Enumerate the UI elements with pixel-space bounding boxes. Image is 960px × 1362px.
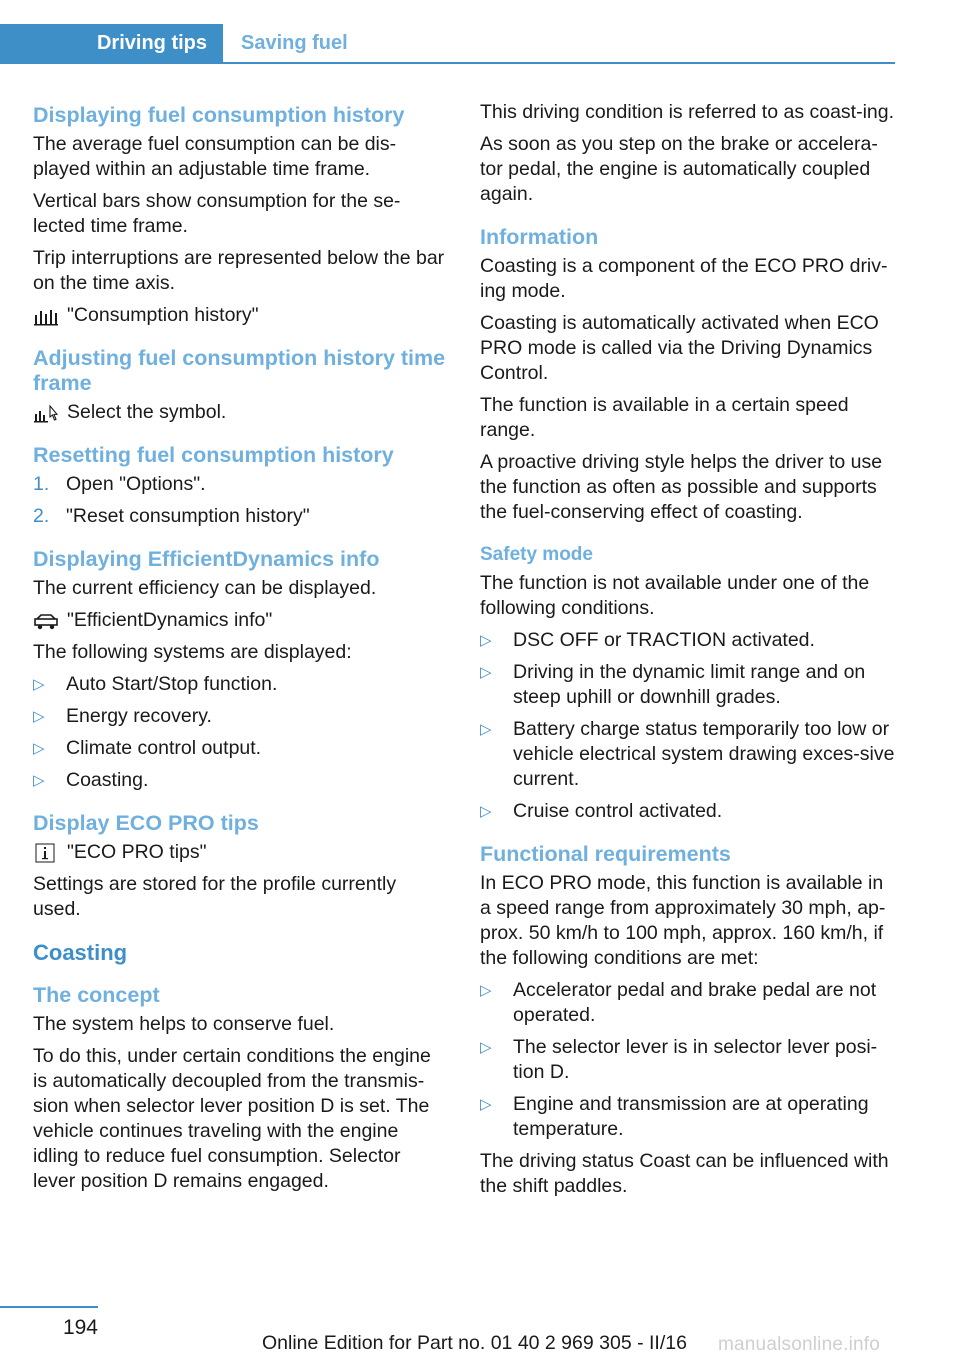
heading-adjust: Adjusting fuel consumption history time frame	[33, 346, 446, 395]
paragraph: Vertical bars show consumption for the se-lected time frame.	[33, 190, 401, 237]
bullet-icon: ▷	[33, 740, 45, 757]
select-symbol-line	[33, 400, 448, 425]
bullet-icon: ▷	[480, 803, 492, 820]
consumption-history-label: "Consumption history"	[67, 304, 259, 326]
list-item	[33, 504, 448, 529]
paragraph: The following systems are displayed:	[33, 641, 352, 663]
eco-tips-line	[33, 840, 448, 865]
paragraph: The function is available in a certain speed range.	[480, 394, 849, 441]
paragraph: The average fuel consumption can be dis-played within an adjustable time frame.	[33, 133, 397, 180]
bullet-icon: ▷	[480, 721, 492, 738]
list-item: ▷ DSC OFF or TRACTION activated.	[480, 629, 815, 651]
paragraph: The current efficiency can be displayed.	[33, 577, 377, 599]
paragraph: The driving status Coast can be influenced with the shift paddles.	[480, 1150, 889, 1197]
list-item: ▷ Climate control output.	[33, 737, 262, 759]
page-number: 194	[62, 1316, 98, 1339]
edition-line: Online Edition for Part no. 01 40 2 969 305 - II/16	[262, 1332, 687, 1354]
paragraph: Trip interruptions are represented below the bar on the time axis.	[33, 247, 445, 294]
bullet-icon: ▷	[33, 772, 45, 789]
heading-eco-tips: Display ECO PRO tips	[33, 811, 259, 835]
bullet-icon: ▷	[480, 632, 492, 649]
list-item: ▷ Engine and transmission are at operating temperature.	[480, 1093, 869, 1140]
heading-efficient: Displaying EfficientDynamics info	[33, 547, 380, 571]
consumption-history-line	[33, 303, 448, 328]
watermark: manualsonline.info	[718, 1334, 881, 1355]
header-tabbar	[0, 24, 895, 64]
systems-list	[33, 672, 448, 793]
efficient-dynamics-line	[33, 608, 448, 633]
left-column	[33, 100, 448, 1194]
paragraph: Settings are stored for the profile currently used.	[33, 873, 397, 920]
paragraph: A proactive driving style helps the driver to use the function as often as possible and supports the fuel-conserving effect of coasting.	[480, 451, 883, 523]
list-item	[33, 472, 448, 497]
bullet-icon: ▷	[33, 676, 45, 693]
paragraph: The system helps to conserve fuel.	[33, 1013, 335, 1035]
paragraph: To do this, under certain conditions the engine is automatically decoupled from the transmis-sion when selector lever position D is set. The vehicle continues traveling with the engine idling to reduce fuel consumption. Selector lever position D remains engaged.	[33, 1045, 431, 1192]
info-icon	[33, 843, 59, 863]
list-item: ▷ Driving in the dynamic limit range and on steep uphill or downhill grades.	[480, 661, 866, 708]
efficient-dynamics-label: "EfficientDynamics info"	[67, 609, 273, 631]
bullet-icon: ▷	[480, 1096, 492, 1113]
list-item: ▷ The selector lever is in selector lever posi-tion D.	[480, 1036, 878, 1083]
step-text: Open "Options".	[66, 473, 206, 495]
paragraph: As soon as you step on the brake or accelera-tor pedal, the engine is automatically coupled again.	[480, 133, 878, 205]
bullet-icon: ▷	[480, 1039, 492, 1056]
right-column	[480, 100, 895, 1199]
heading-information: Information	[480, 225, 599, 249]
tab-driving-tips[interactable]: Driving tips	[0, 24, 223, 62]
list-item: ▷ Energy recovery.	[33, 705, 212, 727]
paragraph: Coasting is automatically activated when ECO PRO mode is called via the Driving Dynamics Control.	[480, 312, 879, 384]
bullet-icon: ▷	[480, 664, 492, 681]
heading-concept: The concept	[33, 983, 160, 1007]
select-symbol-label: Select the symbol.	[67, 401, 227, 423]
reset-steps-list	[33, 472, 448, 529]
heading-reset: Resetting fuel consumption history	[33, 443, 394, 467]
tab-saving-fuel[interactable]: Saving fuel	[241, 32, 348, 54]
bullet-icon: ▷	[33, 708, 45, 725]
list-item: ▷ Coasting.	[33, 769, 149, 791]
requirements-list	[480, 978, 895, 1142]
paragraph: Coasting is a component of the ECO PRO driv-ing mode.	[480, 255, 888, 302]
bar-chart-icon	[33, 306, 59, 326]
bullet-icon: ▷	[480, 982, 492, 999]
bar-chart-cursor-icon	[33, 403, 59, 423]
safety-conditions-list	[480, 628, 895, 824]
list-item: ▷ Cruise control activated.	[480, 800, 723, 822]
step-number: 1.	[33, 473, 50, 495]
list-item: ▷ Auto Start/Stop function.	[33, 673, 278, 695]
paragraph: In ECO PRO mode, this function is available in a speed range from approximately 30 mph, ap-prox. 50 km/h to 100 mph, approx. 160 km/h, if the following conditions are met:	[480, 872, 886, 969]
eco-tips-label: "ECO PRO tips"	[67, 841, 207, 863]
heading-safety-mode: Safety mode	[480, 544, 593, 565]
car-efficiency-icon	[33, 611, 59, 631]
step-text: "Reset consumption history"	[66, 505, 310, 527]
page-number-rule	[0, 1306, 98, 1308]
heading-history: Displaying fuel consumption history	[33, 103, 405, 127]
paragraph: This driving condition is referred to as coast-ing.	[480, 101, 895, 123]
step-number: 2.	[33, 505, 50, 527]
list-item: ▷ Battery charge status temporarily too low or vehicle electrical system drawing exces-sive current.	[480, 718, 895, 790]
heading-functional-requirements: Functional requirements	[480, 842, 731, 866]
list-item: ▷ Accelerator pedal and brake pedal are not operated.	[480, 979, 877, 1026]
heading-coasting: Coasting	[33, 940, 128, 965]
paragraph: The function is not available under one of the following conditions.	[480, 572, 870, 619]
